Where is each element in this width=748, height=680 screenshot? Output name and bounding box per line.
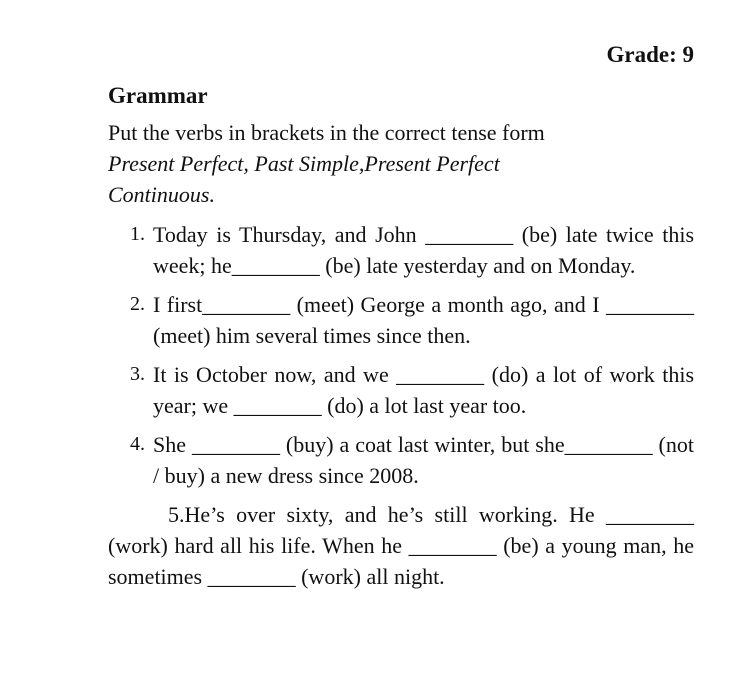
exercise-list: [108, 219, 694, 600]
grade-label: Grade: 9: [606, 42, 694, 67]
exercise-text: Today is Thursday, and John ________ (be) late twice this week; he________ (be) late yesterday and on Monday.: [153, 222, 694, 278]
exercise-item-1: [108, 219, 694, 281]
exercise-item-5: [108, 499, 694, 592]
exercise-item-4: [108, 429, 694, 491]
exercise-number: 1.: [130, 223, 145, 245]
instruction-text: Put the verbs in brackets in the correct tense form: [108, 120, 545, 145]
exercise-item-3: [108, 359, 694, 421]
exercise-number: 4.: [130, 433, 145, 455]
instructions: [108, 117, 698, 210]
tense-list: Present Perfect, Past Simple,Present Perfect Continuous.: [108, 151, 500, 207]
exercise-text: 5.He’s over sixty, and he’s still working. He ________ (work) hard all his life. When he ________ (be) a young man, he sometimes ________ (work) all night.: [108, 502, 694, 589]
section-title: Grammar: [108, 83, 208, 108]
exercise-item-2: [108, 289, 694, 351]
exercise-text: She ________ (buy) a coat last winter, but she________ (not / buy) a new dress since 2008.: [153, 432, 694, 488]
exercise-number: 2.: [130, 293, 145, 315]
exercise-text: It is October now, and we ________ (do) a lot of work this year; we ________ (do) a lot last year too.: [153, 362, 694, 418]
exercise-text: I first________ (meet) George a month ago, and I ________ (meet) him several times since then.: [153, 292, 694, 348]
exercise-number: 3.: [130, 363, 145, 385]
